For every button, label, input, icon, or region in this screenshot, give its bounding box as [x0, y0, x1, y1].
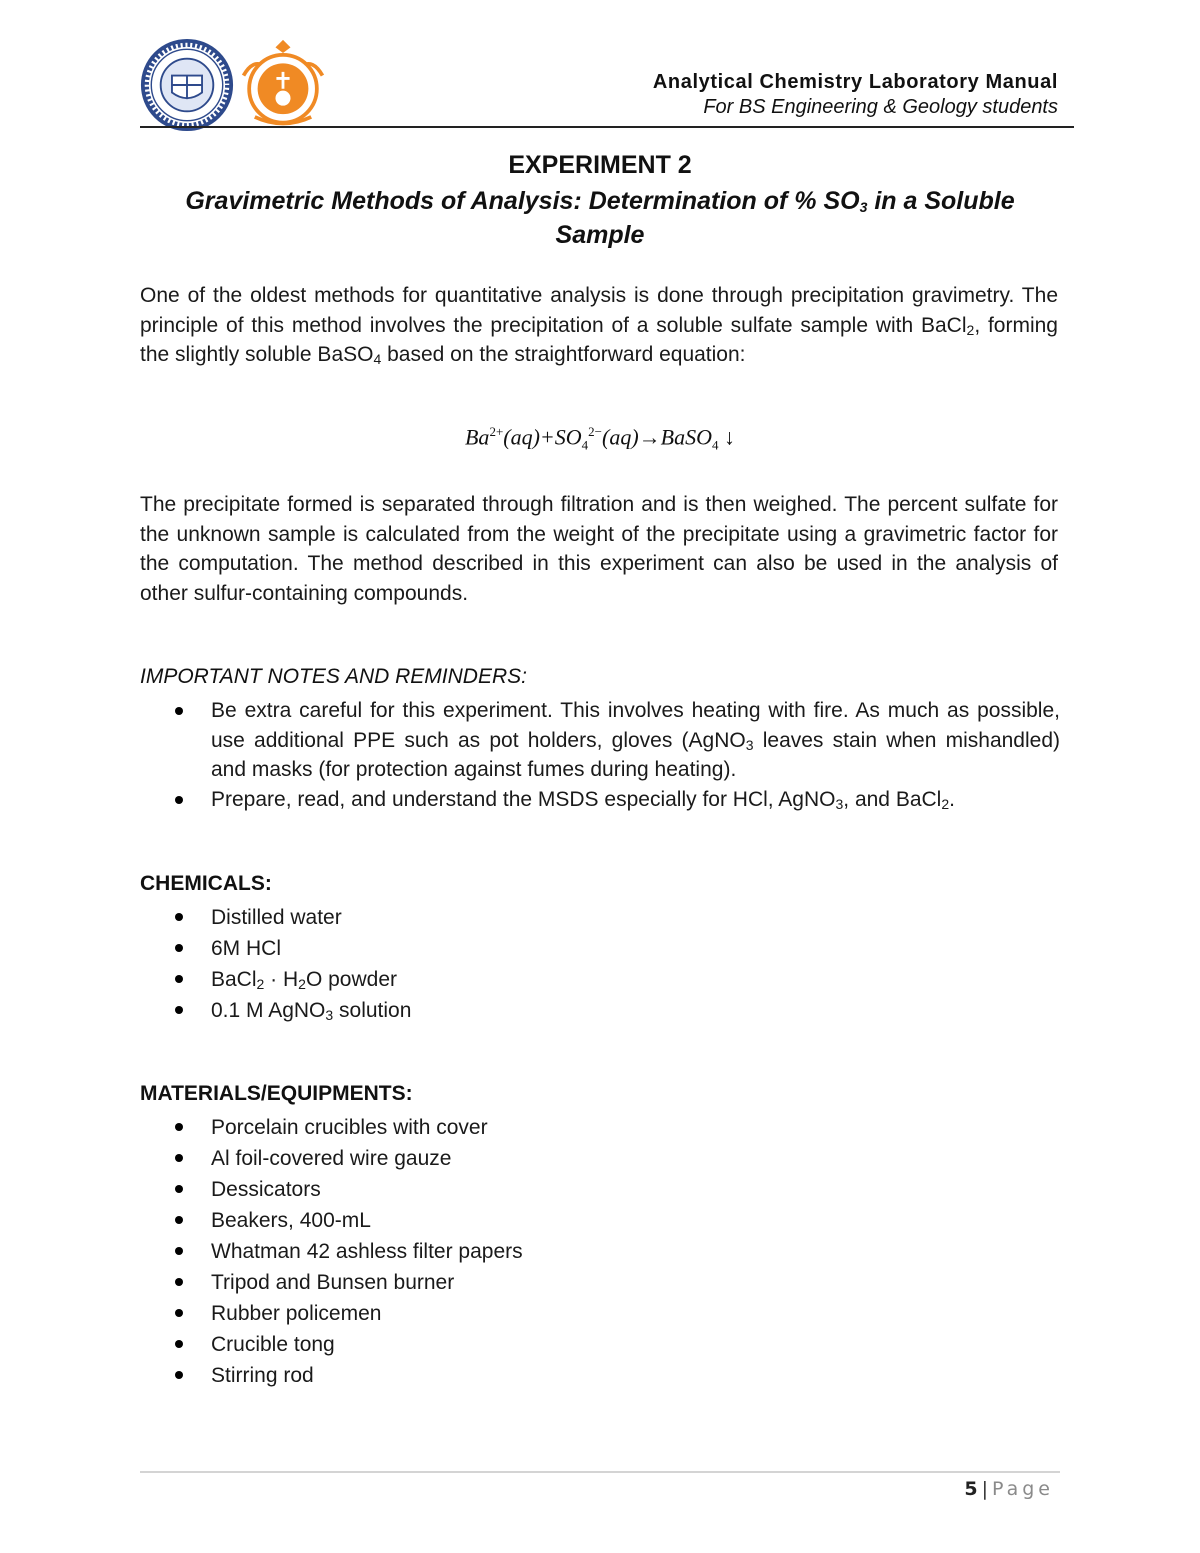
bullet-icon	[175, 796, 183, 804]
bullet-icon	[175, 1247, 183, 1255]
bullet-icon	[175, 1340, 183, 1348]
bullet-icon	[175, 1216, 183, 1224]
note-text: leaves stain when mishandled) and masks (for protection against fumes during heating).	[211, 728, 1060, 781]
chemical-text: 6M HCl	[211, 937, 282, 960]
eq-product: BaSO	[660, 424, 712, 450]
material-text: Rubber policemen	[211, 1302, 382, 1325]
chemical-text: · H	[264, 968, 299, 991]
chemicals-list	[140, 902, 1060, 1026]
list-item	[140, 1143, 1060, 1174]
subtitle-text: Gravimetric Methods of Analysis: Determination of % SO	[185, 187, 860, 215]
method-paragraph: The precipitate formed is separated through filtration and is then weighed. The percent sulfate for the unknown sample is calculated from the weight of the precipitate using a gravimetric factor for the computation. The method described in this experiment can also be used in the analysis of other sulfur-containing compounds.	[140, 493, 1058, 605]
materials-list	[140, 1112, 1060, 1391]
bullet-icon	[175, 975, 183, 983]
list-item	[140, 785, 1060, 815]
subtitle-text-rest: in a Soluble	[867, 187, 1015, 215]
eq-so-charge: 2−	[588, 424, 603, 439]
material-text: Dessicators	[211, 1178, 321, 1201]
chemical-sub: 3	[325, 1007, 334, 1023]
precipitate-arrow-icon: ↓	[724, 424, 735, 450]
list-item	[140, 696, 1060, 785]
eq-so: SO	[554, 424, 582, 450]
note-text: , and BaCl	[843, 787, 942, 811]
seal-icon	[140, 38, 234, 132]
materials-heading: MATERIALS/EQUIPMENTS:	[140, 1082, 413, 1105]
page-footer	[964, 1478, 1054, 1500]
list-item	[140, 1236, 1060, 1267]
chemical-equation	[140, 424, 1060, 454]
university-seal-logo	[140, 38, 234, 132]
material-text: Beakers, 400-mL	[211, 1209, 371, 1232]
reaction-arrow: →	[638, 424, 661, 450]
material-text: Stirring rod	[211, 1364, 314, 1387]
list-item	[140, 995, 1060, 1026]
bullet-icon	[175, 707, 183, 715]
page-number: 5	[964, 1478, 978, 1500]
manual-title: Analytical Chemistry Laboratory Manual	[652, 71, 1058, 93]
note-sub: 2	[941, 795, 950, 812]
bullet-icon	[175, 944, 183, 952]
running-header	[653, 70, 1058, 119]
chemical-sub: 2	[256, 976, 265, 992]
notes-list	[140, 696, 1060, 814]
eq-ba: Ba	[464, 424, 490, 450]
intro-text: based on the straightforward equation:	[381, 343, 746, 366]
material-text: Crucible tong	[211, 1333, 335, 1356]
footer-separator: |	[981, 1478, 988, 1500]
chemical-text: Distilled water	[211, 906, 342, 929]
bullet-icon	[175, 1123, 183, 1131]
list-item	[140, 1205, 1060, 1236]
note-sub: 3	[745, 736, 754, 753]
intro-text: One of the oldest methods for quantitative analysis is done through precipitation gravimetry. The principle of this method involves the precipitation of a soluble sulfate sample with BaCl	[140, 284, 1058, 337]
list-item	[140, 964, 1060, 995]
chemical-text: O powder	[305, 968, 397, 991]
list-item	[140, 902, 1060, 933]
chemical-text: BaCl	[211, 968, 257, 991]
seal-icon	[236, 38, 330, 132]
intro-sub: 4	[373, 351, 382, 367]
eq-so-sub: 4	[581, 437, 589, 453]
bullet-icon	[175, 1278, 183, 1286]
eq-ba-charge: 2+	[489, 424, 504, 439]
page-label: Page	[992, 1478, 1054, 1500]
bullet-icon	[175, 1006, 183, 1014]
manual-subtitle: For BS Engineering & Geology students	[703, 96, 1058, 118]
material-text: Al foil-covered wire gauze	[211, 1147, 452, 1170]
material-text: Whatman 42 ashless filter papers	[211, 1240, 523, 1263]
footer-divider	[140, 1471, 1060, 1473]
list-item	[140, 933, 1060, 964]
bullet-icon	[175, 913, 183, 921]
note-sub: 3	[835, 795, 844, 812]
list-item	[140, 1329, 1060, 1360]
chemical-text: 0.1 M AgNO	[211, 999, 326, 1022]
subtitle-subscript: 3	[859, 199, 868, 215]
note-text: .	[949, 787, 955, 811]
list-item	[140, 1267, 1060, 1298]
list-item	[140, 1298, 1060, 1329]
subtitle-line2: Sample	[555, 221, 645, 249]
list-item	[140, 1174, 1060, 1205]
eq-aq: (aq)+	[503, 424, 555, 450]
eq-product-sub: 4	[712, 437, 719, 453]
chemical-text: solution	[333, 999, 412, 1022]
material-text: Porcelain crucibles with cover	[211, 1116, 488, 1139]
eq-aq: (aq)	[602, 424, 639, 450]
material-text: Tripod and Bunsen burner	[211, 1271, 455, 1294]
intro-sub: 2	[966, 321, 975, 338]
bullet-icon	[175, 1309, 183, 1317]
list-item	[140, 1360, 1060, 1391]
notes-heading: IMPORTANT NOTES AND REMINDERS:	[140, 665, 527, 688]
bullet-icon	[175, 1154, 183, 1162]
note-text: Prepare, read, and understand the MSDS especially for HCl, AgNO	[211, 787, 836, 811]
intro-text: , forming the slightly soluble BaSO	[140, 313, 1058, 366]
note-text: Be extra careful for this experiment. This involves heating with fire. As much as possible, use additional PPE such as pot holders, gloves (AgNO	[211, 699, 1060, 752]
college-seal-logo	[236, 38, 330, 132]
intro-paragraph	[140, 281, 1058, 370]
bullet-icon	[175, 1185, 183, 1193]
header-divider	[140, 126, 1074, 128]
chemicals-heading: CHEMICALS:	[140, 872, 272, 895]
experiment-subtitle	[140, 184, 1060, 252]
chemical-sub: 2	[298, 976, 306, 992]
bullet-icon	[175, 1371, 183, 1379]
list-item	[140, 1112, 1060, 1143]
experiment-title: EXPERIMENT 2	[508, 151, 692, 179]
